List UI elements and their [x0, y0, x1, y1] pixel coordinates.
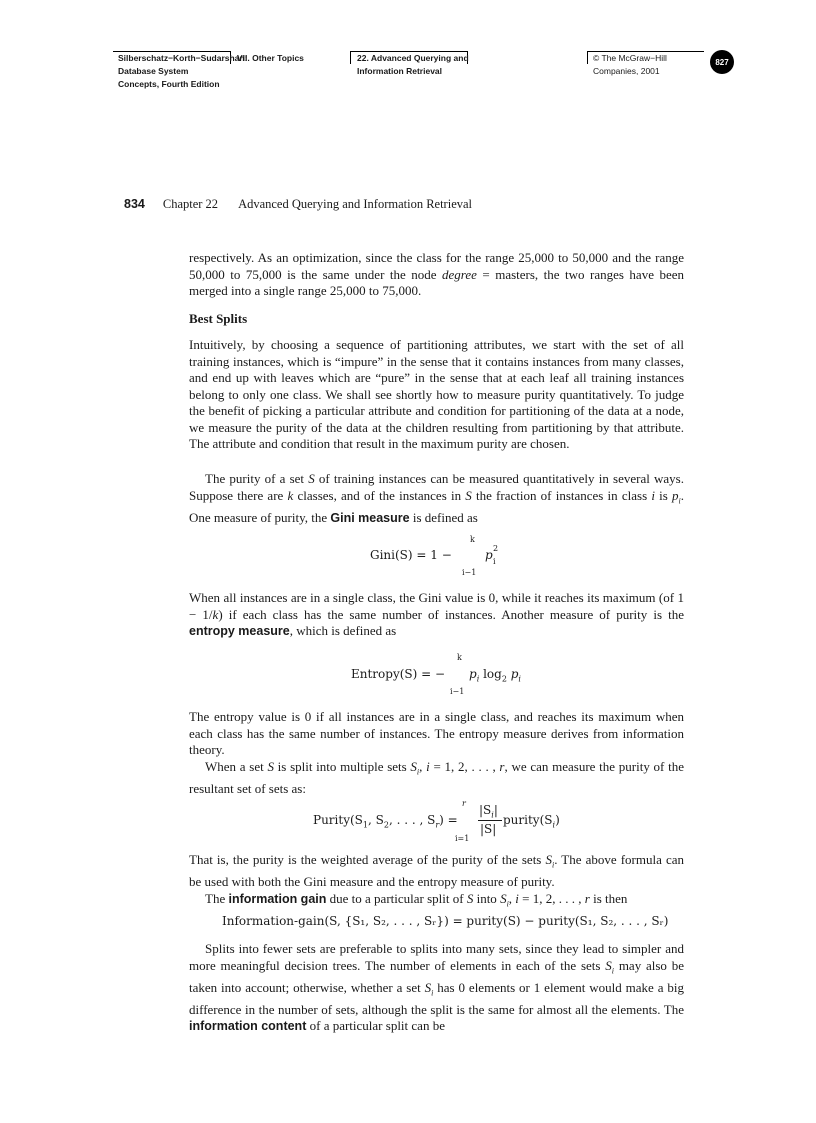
paragraph: respectively. As an optimization, since the class for the range 25,000 to 50,000 and the range 50,000 to 75,000 is the same under the node degree = masters, the two ranges have been merged into a single range 25,000 to 75,000.: [189, 250, 684, 298]
information-gain-equation: Information-gain(S, {S₁, S₂, . . . , Sᵣ}) = purity(S) − purity(S₁, S₂, . . . , Sᵣ): [222, 914, 669, 928]
running-head: [124, 197, 472, 212]
paragraph: Splits into fewer sets are preferable to splits into many sets, since they lead to simpler and more meaningful decision trees. The number of elements in each of the sets $S_i$ may also be taken into account; otherwise, whether a set $S_i$ has 0 elements or 1 element would make a big difference in the number of sets, although the split is the same for almost all the elements. The information content of a particular split can be: [189, 941, 685, 1034]
page-badge: 827: [710, 50, 734, 74]
page-number: 834: [124, 197, 145, 211]
header-divider: [350, 51, 351, 64]
header-chapter: 22. Advanced Querying and Information Retrieval: [357, 53, 469, 76]
paragraph: When all instances are in a single class, the Gini value is 0, while it reaches its maximum (of 1 − 1/k) if each class has the same number of instances. Another measure of purity is the entropy measure, which is defined as: [189, 590, 685, 638]
gini-term: Gini measure: [330, 510, 410, 525]
information-content-term: information content: [189, 1019, 307, 1034]
paragraph: Intuitively, by choosing a sequence of partitioning attributes, we start with the set of all training instances, which is “impure” in the sense that it contains instances from many classes, and end up with leaves which are “pure” in the sense that at each leaf all training instances belong to only one class. We shall see shortly how to measure purity quantitatively. To judge the benefit of picking a particular attribute and condition for partitioning of the data at a node, we measure the purity of the data at the children resulting from partitioning by that attribute. The attribute and condition that result in the maximum purity are chosen.: [189, 337, 684, 451]
header-book-title: Silberschatz−Korth−Sudarshan: Database System Concepts, Fourth Edition: [118, 53, 248, 89]
header-part: VII. Other Topics: [237, 53, 304, 63]
chapter-label: Chapter 22: [162, 197, 219, 211]
fraction-bar: [478, 820, 502, 821]
section-heading: Best Splits: [189, 311, 248, 326]
information-gain-term: information gain: [228, 891, 327, 906]
header-copyright: © The McGraw−Hill Companies, 2001: [593, 53, 667, 76]
paragraph: The purity of a set S of training instances can be measured quantitatively in several ways. Suppose there are k classes, and of the instances in S the fraction of instances in class i is $p_i$. One measure of purity, the Gini measure is defined as: [189, 471, 685, 525]
paragraph: That is, the purity is the weighted average of the purity of the sets $S_i$. The above formula can be used with both the Gini measure and the entropy measure of purity. The information gain due to a particular split of S into $S_i$, i = 1, 2, . . . , r is then: [189, 852, 684, 909]
paragraph: The entropy value is 0 if all instances are in a single class, and reaches its maximum when each class has the same number of instances. The entropy measure derives from information theory.: [189, 709, 684, 757]
paragraph: When a set S is split into multiple sets $S_i$, i = 1, 2, . . . , r, we can measure the purity of the resultant set of sets as:: [189, 759, 684, 797]
header-divider: [587, 51, 588, 64]
chapter-title: Advanced Querying and Information Retrieval: [238, 197, 473, 211]
entropy-term: entropy measure: [189, 624, 290, 638]
